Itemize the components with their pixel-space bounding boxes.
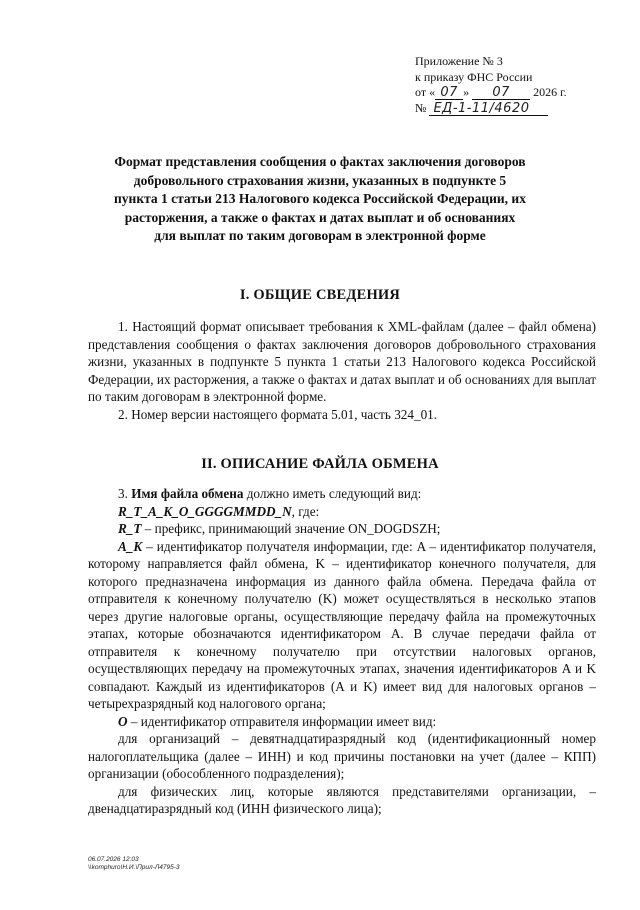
footer-file-path: \\komphuro\Н.И.\Прил-Л4795-3 [88,864,180,871]
paragraph-text: – идентификатор отправителя информации имеет вид: [127,713,437,729]
date-day-handwritten: 07 [435,87,463,100]
title-line: Формат представления сообщения о фактах заключения договоров [114,154,526,169]
paragraph-text: , где: [291,503,320,519]
paragraph-text: – префикс, принимающий значение ON_DOGDSZH; [141,521,441,536]
code-sender: O [118,713,128,729]
order-reference: к приказу ФНС России [415,69,533,84]
date-prefix: от « [415,85,436,99]
section-heading-general: I. ОБЩИЕ СВЕДЕНИЯ [239,287,401,303]
paragraph-8: для организаций – девятнадцатиразрядный код (идентификационный номер налогоплательщика (далее – ИНН) и код причины постановки на учет (далее – КПП) организации (обособленного подразделения); [88,731,596,781]
order-date [415,85,567,101]
paragraph-text: – идентификатор получателя информации, где: A – идентификатор получателя, которому направляется файл обмена, K – идентификатор конечного получателя, для которого предназначена информация из данного файла обмена. Передача файла от отправителя к конечному получателю (K) может осуществляться в несколько этапов через другие налоговые органы, осуществляющие передачу файла на промежуточных этапах, которые обозначаются идентификатором A. В случае передачи файла от отправителя к конечному получателю при отсутствии налоговых органов, осуществляющих передачу на промежуточных этапах, значения идентификаторов A и K совпадают. Каждый из идентификаторов (A и K) имеет вид для налоговых органов – четырехразрядный код налогового органа; [88,538,596,711]
date-month-handwritten: 07 [472,87,530,100]
file-name-pattern: R_T_A_K_O_GGGGMMDD_N [118,503,292,519]
title-line: для выплат по таким договорам в электронной форме [154,228,486,243]
number-handwritten: ЕД-1-11/4620 [429,103,548,116]
appendix-label: Приложение № 3 [415,54,503,68]
date-mid: » [463,85,470,99]
paragraph-2: 2. Номер версии настоящего формата 5.01, часть 324_01. [118,406,438,422]
section-heading-exchange-file: II. ОПИСАНИЕ ФАЙЛА ОБМЕНА [201,456,439,472]
document-title [78,153,562,246]
term-file-name: Имя файла обмена [131,486,244,501]
appendix-block [415,54,567,116]
paragraph-5 [88,520,596,538]
footer-timestamp: 06.07.2026 12:03 [88,856,139,863]
paragraph-number: 3. [118,486,132,501]
paragraph-4 [88,503,596,521]
date-year: 2026 г. [533,85,567,99]
paragraph-3 [88,485,596,503]
paragraph-9: для физических лиц, которые являются представителями организации, – двенадцатиразрядный код (ИНН физического лица); [88,783,596,816]
paragraph-7 [88,713,596,731]
title-line: пункта 1 статьи 213 Налогового кодекса Российской Федерации, их [114,191,526,206]
number-prefix: № [415,100,427,115]
code-prefix: R_T [118,521,142,536]
title-line: расторжения, а также о фактах и датах выплат и об основаниях [124,209,516,225]
paragraph-1: 1. Настоящий формат описывает требования к XML-файлам (далее – файл обмена) представления сообщения о фактах заключения договоров добровольного страхования жизни, указанных в подпункте 5 пункта 1 статьи 213 Налогового кодекса Российской Федерации, их расторжения, а также о фактах и датах выплат и об основаниях для выплат по таким договорам в электронной форме. [88,319,596,404]
section-exchange-body [88,485,596,818]
code-recipient: A_K [118,538,143,554]
footer-stamp [88,856,180,872]
paragraph-text: должно иметь следующий вид: [243,486,422,501]
section-general-body [88,318,596,423]
paragraph-6 [88,538,596,713]
order-number [415,101,567,117]
title-line: добровольного страхования жизни, указанных в подпункте 5 [133,172,507,188]
